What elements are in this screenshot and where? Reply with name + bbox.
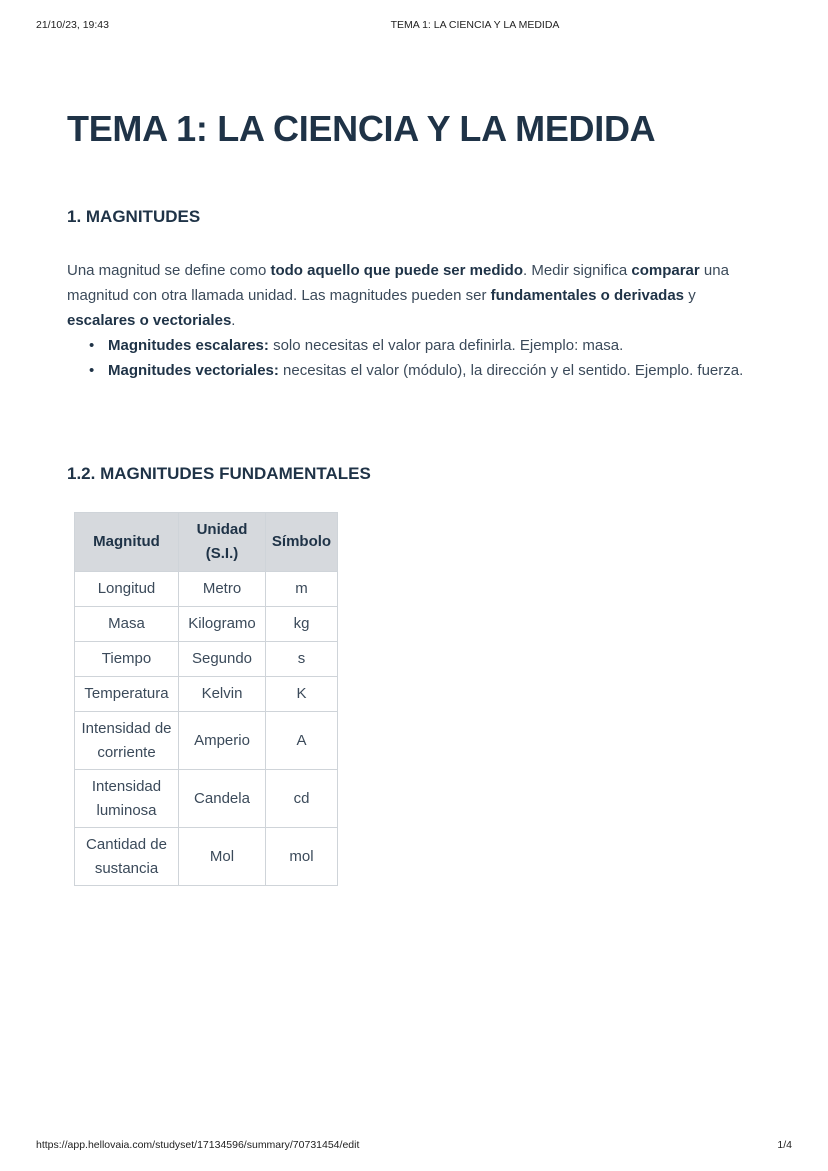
table-cell: mol [266, 828, 338, 886]
column-header: Magnitud [75, 513, 179, 572]
table-cell: Segundo [179, 642, 266, 677]
table-cell: Mol [179, 828, 266, 886]
table-cell: K [266, 677, 338, 712]
table-cell: Masa [75, 607, 179, 642]
table-cell: Intensidad luminosa [75, 770, 179, 828]
table-row [75, 642, 338, 677]
table-row [75, 677, 338, 712]
print-header [0, 19, 828, 35]
table-cell: Amperio [179, 712, 266, 770]
bullet-icon: • [89, 362, 95, 379]
section-heading-magnitudes: 1. MAGNITUDES [67, 207, 201, 226]
print-title: TEMA 1: LA CIENCIA Y LA MEDIDA [390, 19, 560, 31]
table-row [75, 607, 338, 642]
list-item: • Magnitudes escalares: solo necesitas el valor para definirla. Ejemplo: masa. [67, 333, 757, 358]
table-cell: Cantidad de sustancia [75, 828, 179, 886]
table-cell: Temperatura [75, 677, 179, 712]
table-cell: m [266, 572, 338, 607]
page-number: 1/4 [777, 1139, 792, 1151]
table-cell: Metro [179, 572, 266, 607]
bullet-icon: • [89, 337, 95, 354]
table-header-row [75, 513, 338, 572]
magnitude-types-list [67, 333, 757, 383]
table-cell: Intensidad de corriente [75, 712, 179, 770]
table-row [75, 770, 338, 828]
table-row [75, 572, 338, 607]
table-cell: A [266, 712, 338, 770]
table-cell: Longitud [75, 572, 179, 607]
table-row [75, 712, 338, 770]
column-header: Unidad (S.I.) [179, 513, 266, 572]
section-heading-fundamentales: 1.2. MAGNITUDES FUNDAMENTALES [67, 464, 371, 483]
table-row [75, 828, 338, 886]
table-cell: cd [266, 770, 338, 828]
table-cell: Kelvin [179, 677, 266, 712]
print-footer [0, 1139, 828, 1155]
list-item: • Magnitudes vectoriales: necesitas el valor (módulo), la dirección y el sentido. Ejemplo. fuerza. [67, 358, 757, 383]
intro-paragraph: Una magnitud se define como todo aquello que puede ser medido. Medir significa comparar una magnitud con otra llamada unidad. Las magnitudes pueden ser fundamentales o derivadas y escalares o vectoriales. [67, 262, 729, 329]
table-cell: kg [266, 607, 338, 642]
column-header: Símbolo [266, 513, 338, 572]
table-cell: Candela [179, 770, 266, 828]
print-url: https://app.hellovaia.com/studyset/17134596/summary/70731454/edit [36, 1139, 360, 1151]
page-title: TEMA 1: LA CIENCIA Y LA MEDIDA [67, 108, 656, 149]
table-cell: s [266, 642, 338, 677]
table-cell: Tiempo [75, 642, 179, 677]
magnitudes-table [74, 512, 338, 886]
print-date: 21/10/23, 19:43 [36, 19, 109, 31]
table-cell: Kilogramo [179, 607, 266, 642]
